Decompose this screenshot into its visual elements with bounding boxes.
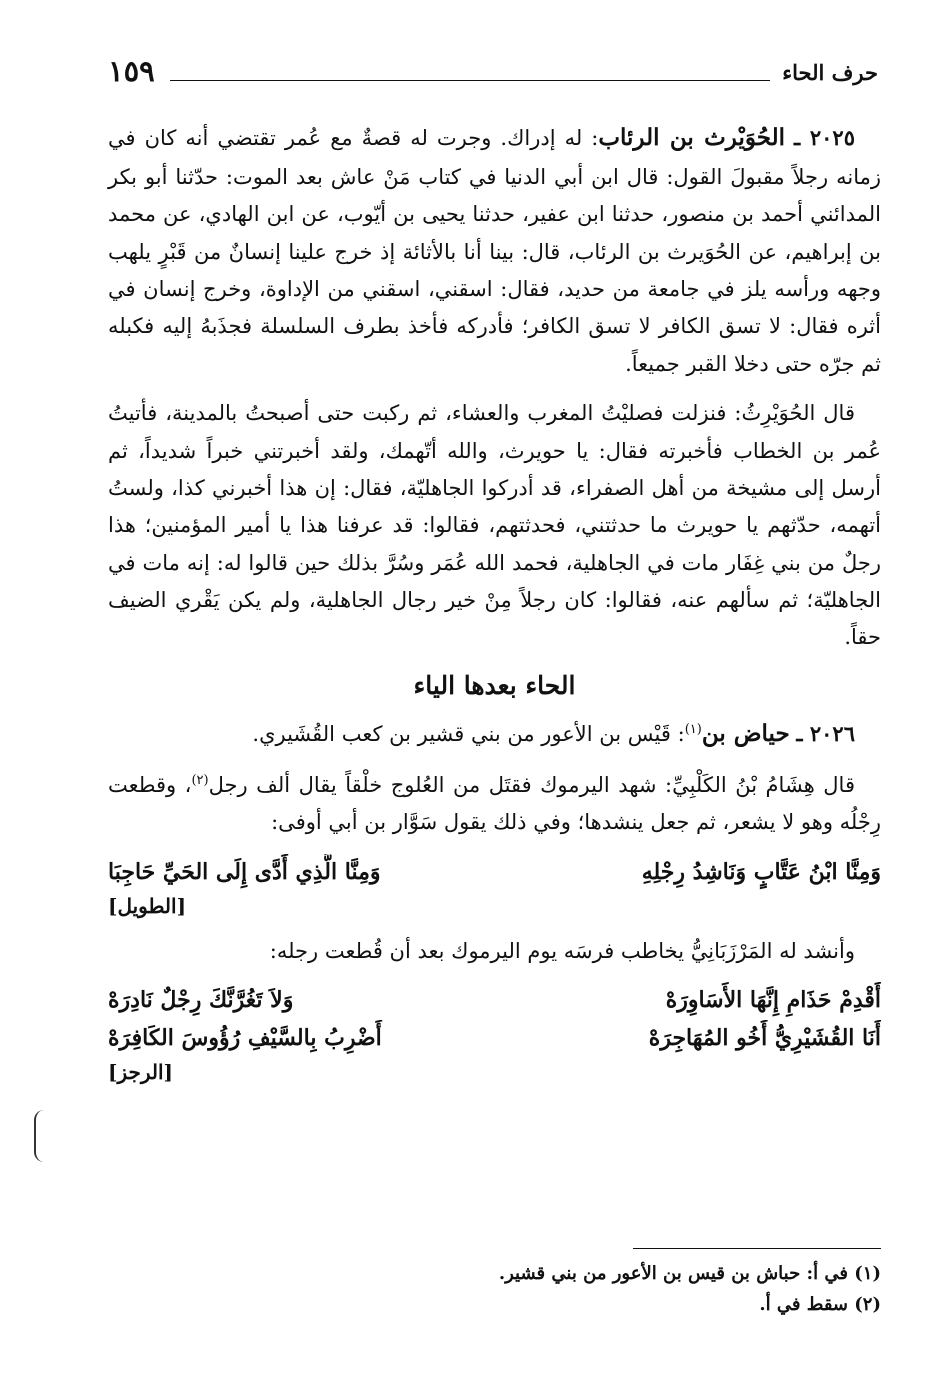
entry-2025-paragraph [108,118,881,383]
entry-number: ٢٠٢٥ ـ [794,125,855,150]
entry-number: ٢٠٢٦ ـ [796,720,855,746]
meter-label: [الرجز] [108,1060,174,1085]
verse-second-hemistich: وَلاَ تَغُرَّنَّكَ رِجْلٌ نَادِرَهْ [108,987,294,1014]
entry-2026-intro [108,714,881,755]
footnote: (١) في أ: حباش بن قيس بن الأعور من بني قشير. [498,1263,881,1284]
footnote-ref: (١) [684,721,702,737]
meter-label: [الطويل] [108,893,187,918]
verse-first-hemistich: أَقْدِمْ حَذَامِ إِنَّهَا الأَسَاوِرَهْ [665,987,881,1014]
page-number: ١٥٩ [108,54,155,88]
running-header [108,52,878,96]
verse-first-hemistich: وَمِنَّا ابْنُ عَتَّابٍ وَنَاشِدُ رِجْلِهِ [641,858,881,885]
entry-text: : له إدراك. وجرت له قصةٌ مع عُمر تقتضي أنه كان في زمانه رجلاً مقبولَ القول: قال ابن أبي الدنيا في كتاب مَنْ عاش بعد الموت: حدّثنا أبو بكر المدائني أحمد بن منصور، حدثنا ابن عفير، حدثنا يحيى بن أيّوب، عن ابن الهادي، عن محمد بن إبراهيم، عن الحُوَيرث بن الرئاب، قال: بينا أنا بالأثائة إذ خرج علينا إنسانٌ من قَبْرٍ يلهب وجهه ورأسه يلز في جامعة من حديد، فقال: اسقني، اسقني من الإداوة، وخرج إنسان في أثره فقال: لا تسق الكافر لا تسق الكافر؛ فأدركه فأخذ بطرف السلسلة فجذَبهُ إليه فكبله ثم جرّه حتى دخلا القبر جميعاً. [108,126,881,376]
page-body [108,118,881,1099]
section-heading: الحاء بعدها الياء [413,670,576,700]
verse-second-hemistich: أَضْرِبُ بِالسَّيْفِ رُؤُوسَ الكَافِرَهْ [108,1024,382,1051]
entry-text: ، وقطعت رِجْلُه وهو لا يشعر، ثم جعل ينشدها؛ وفي ذلك يقول سَوَّار بن أبي أوفى: [108,772,881,835]
entry-text: قال الحُوَيْرِثُ: فنزلت فصليْتُ المغرب والعشاء، ثم ركبت حتى أصبحتُ بالمدينة، فأتيتُ عُمر بن الخطاب فأخبرته فقال: يا حويرث، والله أتّهمك، ولقد أخبرتني خبراً شديداً، ثم أرسل إلى مشيخة من أهل الصفراء، قد أدركوا الجاهليّة، فقال: إن هذا أخبرني كذا، ولستُ أتهمه، حدّثهم يا حويرث ما حدثتني، فحدثتهم، فقالوا: قد عرفنا هذا يا أمير المؤمنين؛ هذا رجلٌ من بني غِفَار مات في الجاهلية، فحمد الله عُمَر وسُرَّ بذلك حين قالوا له: إنه مات في الجاهليّة؛ ثم سألهم عنه، فقالوا: كان رجلاً مِنْ خير رجال الجاهلية، ولم يكن يَقْري الضيف حقاً. [108,401,881,650]
footnote: (٢) سقط في أ. [759,1293,881,1315]
entry-2026-paragraph [108,767,881,842]
entry-text: : قَيْس بن الأعور من بني قشير بن كعب القُشَيري. [252,721,685,746]
verse-second-hemistich: وَمِنَّا الَّذِي أَدَّى إِلَى الحَيِّ حَاجِبَا [108,858,381,885]
entry-2026-paragraph-2 [108,933,881,970]
entry-2025-paragraph-2 [108,395,881,657]
verse-first-hemistich: أَنَا القُشَيْرِيُّ أَخُو المُهَاجِرَهْ [648,1024,881,1051]
entry-name: الحُوَيْرث بن الرئاب [598,124,786,151]
entry-text: قال هِشَامُ بْنُ الكَلْبِيِّ: شهد اليرموك فقتَل من العُلوج خلْقاً يقال ألف رجل [208,772,855,797]
verse-line [108,982,881,1019]
verse-line [108,854,881,891]
entry-name: حياض بن [701,719,790,747]
entry-text: وأنشد له المَرْزَبَانِيُّ يخاطب فرسَه يوم اليرموك بعد أن قُطعت رجله: [269,938,855,963]
footnotes [108,1248,881,1320]
verse-line [108,1020,881,1057]
header-rule [170,80,770,81]
footnote-ref: (٢) [191,772,209,788]
section-title: حرف الحاء [782,60,878,85]
footnote-rule [633,1248,881,1249]
margin-bracket-mark [34,1110,48,1162]
